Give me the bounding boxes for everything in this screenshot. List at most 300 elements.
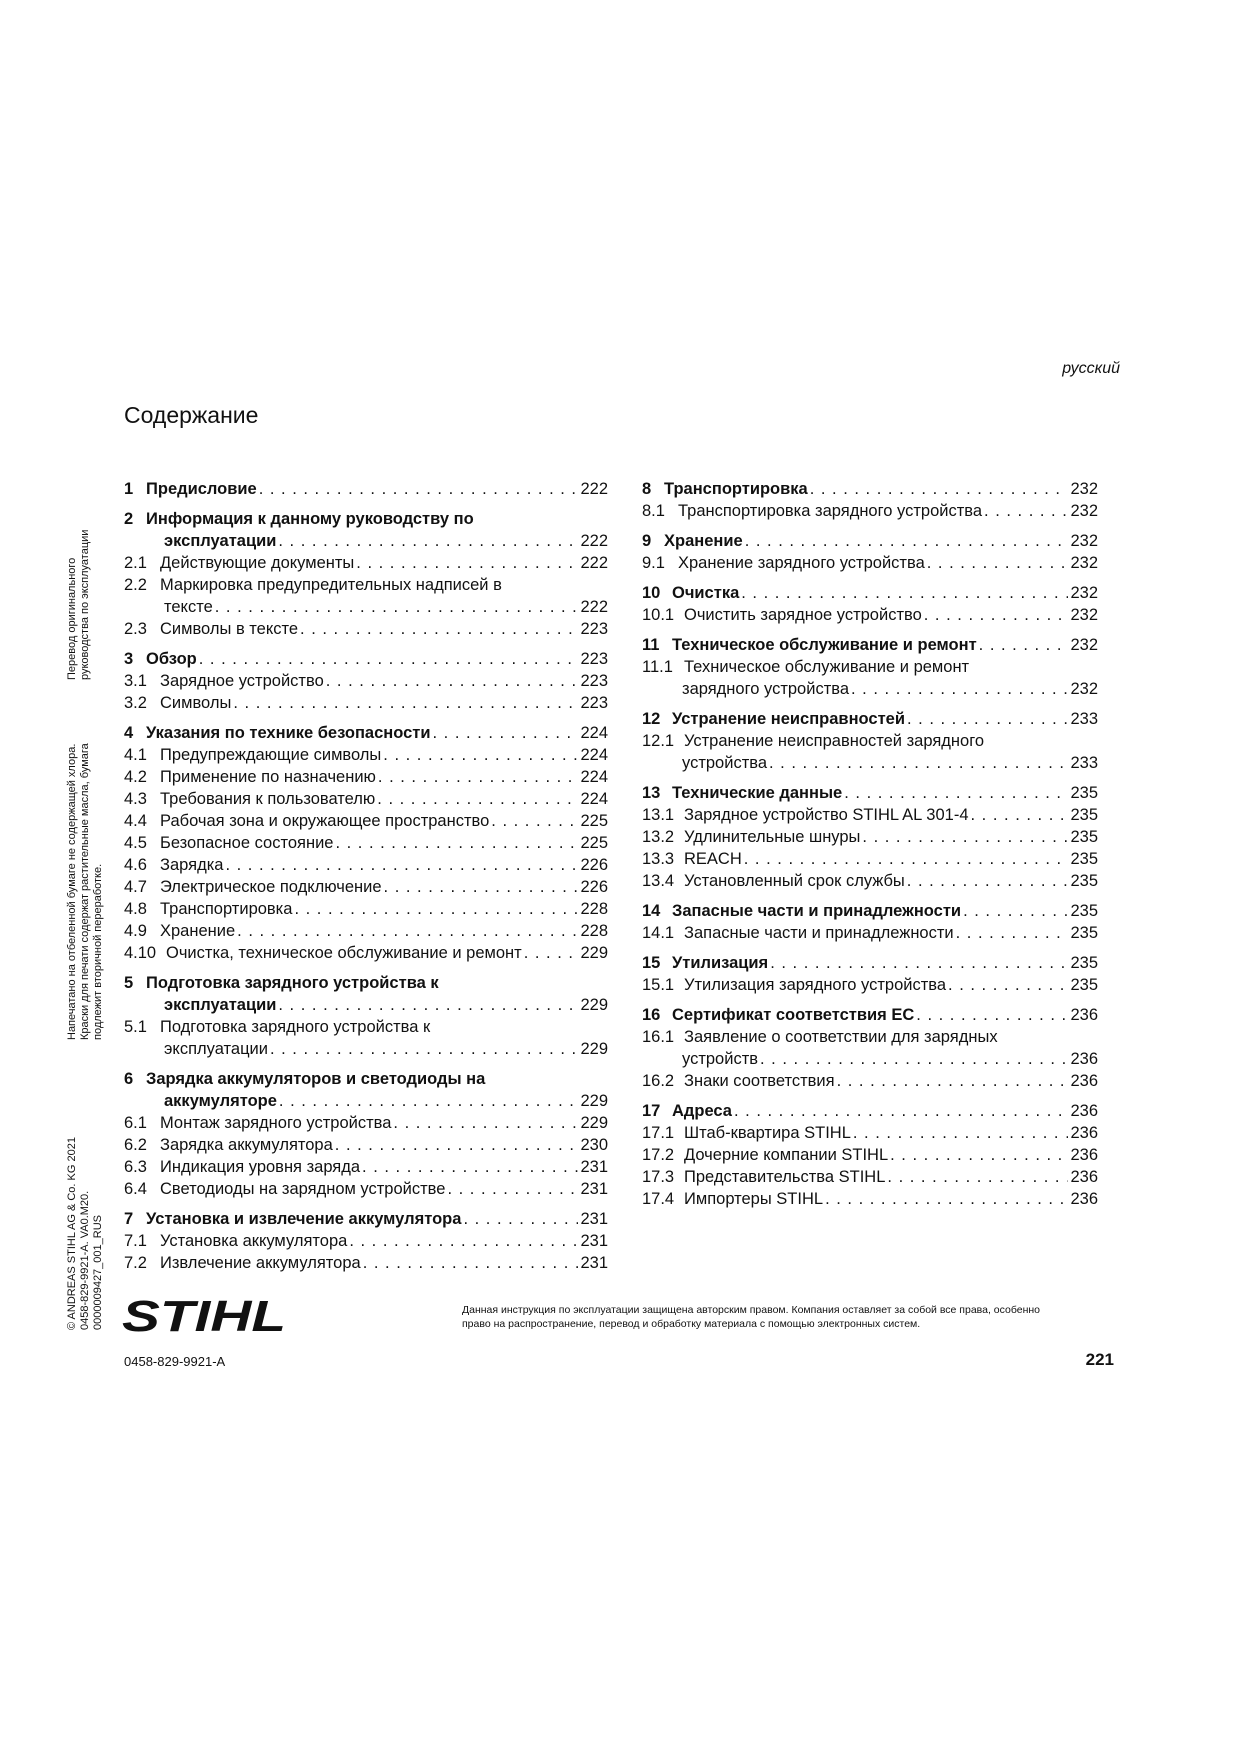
toc-number: 10 (642, 584, 661, 602)
toc-title: Указания по технике безопасности (146, 724, 431, 742)
toc-chapter-entry (642, 530, 1098, 552)
toc-title: Предупреждающие символы (160, 746, 382, 764)
toc-title-continued: зарядного устройства (682, 680, 850, 698)
copyright-notice (462, 1303, 1122, 1331)
toc-number: 7 (124, 1210, 134, 1228)
toc-number: 4.9 (124, 922, 147, 940)
toc-leader-dots (851, 678, 1068, 700)
toc-number: 16.1 (642, 1028, 675, 1046)
toc-leader-dots (237, 920, 578, 942)
toc-title: Зарядное устройство (160, 672, 324, 690)
toc-number: 16.2 (642, 1072, 675, 1090)
toc-leader-dots (963, 900, 1068, 922)
toc-title: Транспортировка (664, 480, 808, 498)
toc-section-entry (642, 1070, 1098, 1092)
toc-number: 4.5 (124, 834, 147, 852)
toc-title: Транспортировка зарядного устройства (678, 502, 983, 520)
toc-section-entry (124, 552, 608, 574)
side-note-line: подлежит вторичной переработке. (92, 863, 104, 1040)
toc-section-entry (124, 618, 608, 640)
toc-title: Очистка, техническое обслуживание и ремонт (166, 944, 522, 962)
toc-chapter-entry (642, 478, 1098, 500)
toc-title-continued: аккумуляторе (164, 1092, 277, 1110)
toc-number: 11 (642, 636, 660, 654)
toc-title: Знаки соответствия (684, 1072, 835, 1090)
toc-leader-dots (741, 582, 1068, 604)
toc-page: 235 (1070, 902, 1098, 920)
toc-number: 7.1 (124, 1232, 147, 1250)
toc-leader-dots (745, 530, 1069, 552)
toc-number: 3.2 (124, 694, 147, 712)
toc-chapter-entry (642, 952, 1098, 974)
toc-section-entry (124, 766, 608, 788)
toc-leader-dots (844, 782, 1068, 804)
toc-page: 232 (1070, 636, 1098, 654)
toc-page: 224 (580, 746, 608, 764)
toc-leader-dots (853, 1122, 1069, 1144)
toc-number: 2 (124, 510, 134, 528)
toc-page: 222 (580, 598, 608, 616)
toc-leader-dots (927, 552, 1069, 574)
toc-title-continued: эксплуатации (164, 532, 277, 550)
toc-page: 231 (580, 1180, 608, 1198)
toc-page: 236 (1070, 1146, 1098, 1164)
toc-leader-dots (810, 478, 1069, 500)
toc-section-entry (642, 1144, 1098, 1166)
toc-title: Запасные части и принадлежности (672, 902, 962, 920)
toc-section-entry (124, 744, 608, 766)
toc-leader-dots (887, 1166, 1068, 1188)
toc-section-entry (124, 1156, 608, 1178)
toc-section-entry (124, 1112, 608, 1134)
toc-page: 232 (1070, 532, 1098, 550)
toc-page: 222 (580, 480, 608, 498)
toc-section-entry (124, 942, 608, 964)
toc-title: Требования к пользователю (160, 790, 376, 808)
toc-page: 236 (1070, 1124, 1098, 1142)
toc-section-entry (124, 788, 608, 810)
toc-leader-dots (377, 788, 578, 810)
toc-chapter-entry (642, 782, 1098, 804)
toc-leader-dots (384, 876, 579, 898)
toc-leader-dots (383, 744, 578, 766)
toc-number: 14 (642, 902, 661, 920)
side-note-line: 0458-829-9921-A. VA0.M20. (79, 1190, 91, 1330)
toc-leader-dots (907, 870, 1069, 892)
toc-page: 229 (580, 1040, 608, 1058)
toc-title: Запасные части и принадлежности (684, 924, 954, 942)
toc-page: 235 (1070, 784, 1098, 802)
toc-page: 229 (580, 996, 608, 1014)
toc-leader-dots (769, 752, 1068, 774)
toc-page: 236 (1070, 1190, 1098, 1208)
toc-section-entry (642, 974, 1098, 996)
toc-page: 224 (580, 768, 608, 786)
toc-chapter-entry (124, 972, 608, 1016)
toc-title: Зарядка (160, 856, 224, 874)
toc-page: 232 (1070, 680, 1098, 698)
toc-number: 3 (124, 650, 134, 668)
toc-section-entry (642, 1188, 1098, 1210)
toc-page: 232 (1070, 480, 1098, 498)
toc-leader-dots (770, 952, 1068, 974)
toc-title: Зарядка аккумуляторов и светодиоды на (146, 1070, 486, 1088)
toc-number: 17.4 (642, 1190, 675, 1208)
toc-title: Индикация уровня заряда (160, 1158, 361, 1176)
toc-number: 17.3 (642, 1168, 675, 1186)
toc-right-column (642, 478, 1098, 1210)
toc-number: 4.3 (124, 790, 147, 808)
toc-title: REACH (684, 850, 742, 868)
toc-section-entry (642, 1026, 1098, 1070)
toc-leader-dots (259, 478, 579, 500)
toc-page: 225 (580, 812, 608, 830)
toc-number: 10.1 (642, 606, 675, 624)
toc-title: Устранение неисправностей зарядного (684, 732, 985, 750)
toc-leader-dots (349, 1230, 578, 1252)
toc-page: 236 (1070, 1168, 1098, 1186)
toc-number: 16 (642, 1006, 661, 1024)
toc-page: 231 (580, 1210, 608, 1228)
toc-number: 3.1 (124, 672, 147, 690)
toc-section-entry (124, 670, 608, 692)
toc-leader-dots (971, 804, 1069, 826)
toc-chapter-entry (642, 582, 1098, 604)
toc-page: 236 (1070, 1102, 1098, 1120)
toc-number: 2.1 (124, 554, 147, 572)
toc-title: Зарядка аккумулятора (160, 1136, 333, 1154)
toc-section-entry (124, 1230, 608, 1252)
toc-page: 229 (580, 1092, 608, 1110)
toc-title: Сертификат соответствия ЕС (672, 1006, 915, 1024)
toc-number: 4 (124, 724, 134, 742)
toc-chapter-entry (642, 634, 1098, 656)
toc-page: 235 (1070, 828, 1098, 846)
toc-title: Маркировка предупредительных надписей в (160, 576, 502, 594)
toc-leader-dots (199, 648, 579, 670)
toc-title: Извлечение аккумулятора (160, 1254, 361, 1272)
side-note-line: руководства по эксплуатации (79, 529, 91, 680)
toc-leader-dots (278, 994, 578, 1016)
toc-leader-dots (744, 848, 1069, 870)
toc-title: Представительства STIHL (684, 1168, 886, 1186)
toc-section-entry (124, 876, 608, 898)
toc-chapter-entry (124, 508, 608, 552)
toc-section-entry (124, 832, 608, 854)
stihl-logo (120, 1295, 290, 1337)
toc-page: 226 (580, 856, 608, 874)
toc-page: 235 (1070, 976, 1098, 994)
toc-chapter-entry (124, 648, 608, 670)
toc-leader-dots (916, 1004, 1068, 1026)
toc-page: 223 (580, 672, 608, 690)
language-label: русский (1062, 360, 1120, 377)
toc-page: 231 (580, 1232, 608, 1250)
toc-number: 12.1 (642, 732, 675, 750)
toc-leader-dots (363, 1252, 579, 1274)
toc-title: Безопасное состояние (160, 834, 334, 852)
toc-title: Информация к данному руководству по (146, 510, 474, 528)
toc-page: 229 (580, 944, 608, 962)
toc-section-entry (642, 730, 1098, 774)
toc-page: 224 (580, 724, 608, 742)
toc-title: Действующие документы (160, 554, 355, 572)
toc-page: 225 (580, 834, 608, 852)
toc-number: 13.4 (642, 872, 675, 890)
toc-page: 222 (580, 554, 608, 572)
toc-section-entry (642, 848, 1098, 870)
toc-title: Символы (160, 694, 232, 712)
toc-section-entry (124, 920, 608, 942)
toc-number: 17.1 (642, 1124, 675, 1142)
toc-leader-dots (225, 854, 578, 876)
toc-page: 236 (1070, 1006, 1098, 1024)
toc-number: 15.1 (642, 976, 675, 994)
toc-leader-dots (335, 832, 578, 854)
toc-page: 235 (1070, 872, 1098, 890)
toc-title: Технические данные (672, 784, 843, 802)
page-title: Содержание (124, 402, 259, 428)
toc-page: 231 (580, 1254, 608, 1272)
toc-title-continued: устройств (682, 1050, 759, 1068)
toc-page: 226 (580, 878, 608, 896)
toc-leader-dots (979, 634, 1069, 656)
toc-section-entry (124, 1178, 608, 1200)
toc-leader-dots (279, 1090, 579, 1112)
toc-title: Предисловие (146, 480, 257, 498)
toc-number: 6.2 (124, 1136, 147, 1154)
toc-leader-dots (956, 922, 1069, 944)
toc-section-entry (642, 826, 1098, 848)
toc-section-entry (642, 1166, 1098, 1188)
toc-number: 13.3 (642, 850, 675, 868)
toc-leader-dots (862, 826, 1068, 848)
toc-leader-dots (907, 708, 1068, 730)
toc-number: 6.1 (124, 1114, 147, 1132)
toc-leader-dots (890, 1144, 1068, 1166)
page-number: 221 (1085, 1350, 1114, 1369)
toc-page: 224 (580, 790, 608, 808)
toc-title: Применение по назначению (160, 768, 376, 786)
toc-chapter-entry (642, 1004, 1098, 1026)
toc-section-entry (124, 1134, 608, 1156)
toc-number: 4.4 (124, 812, 147, 830)
toc-leader-dots (326, 670, 579, 692)
toc-number: 13.1 (642, 806, 675, 824)
toc-number: 2.3 (124, 620, 147, 638)
side-note-print (66, 743, 105, 1040)
toc-leader-dots (837, 1070, 1069, 1092)
toc-page: 230 (580, 1136, 608, 1154)
toc-page: 222 (580, 532, 608, 550)
toc-page: 223 (580, 694, 608, 712)
toc-title: Монтаж зарядного устройства (160, 1114, 392, 1132)
toc-page: 228 (580, 900, 608, 918)
toc-leader-dots (948, 974, 1068, 996)
toc-section-entry (642, 1122, 1098, 1144)
toc-number: 4.1 (124, 746, 147, 764)
toc-number: 13 (642, 784, 661, 802)
toc-title: Обзор (146, 650, 197, 668)
toc-title: Заявление о соответствии для зарядных (684, 1028, 998, 1046)
toc-title: Устранение неисправностей (672, 710, 905, 728)
toc-leader-dots (447, 1178, 578, 1200)
toc-section-entry (124, 1016, 608, 1060)
toc-number: 9 (642, 532, 652, 550)
toc-page: 233 (1070, 754, 1098, 772)
toc-leader-dots (278, 530, 578, 552)
toc-page: 232 (1070, 502, 1098, 520)
toc-section-entry (124, 810, 608, 832)
document-number: 0458-829-9921-A (124, 1354, 226, 1369)
copyright-line: Данная инструкция по эксплуатации защищена авторским правом. Компания оставляет за собой все права, особенно (462, 1304, 1041, 1316)
toc-chapter-entry (124, 1068, 608, 1112)
toc-chapter-entry (642, 708, 1098, 730)
toc-leader-dots (734, 1100, 1068, 1122)
toc-number: 9.1 (642, 554, 665, 572)
toc-title: Хранение (664, 532, 743, 550)
toc-leader-dots (335, 1134, 579, 1156)
toc-section-entry (642, 552, 1098, 574)
toc-number: 5 (124, 974, 134, 992)
toc-leader-dots (825, 1188, 1068, 1210)
toc-title: Рабочая зона и окружающее пространство (160, 812, 490, 830)
toc-title: Подготовка зарядного устройства к (146, 974, 439, 992)
side-note-line: Перевод оригинального (66, 557, 78, 680)
toc-number: 1 (124, 480, 134, 498)
toc-page: 232 (1070, 584, 1098, 602)
stihl-logo-text: STIHL (122, 1295, 286, 1337)
side-note-line: © ANDREAS STIHL AG & Co. KG 2021 (66, 1137, 78, 1330)
toc-number: 13.2 (642, 828, 675, 846)
toc-chapter-entry (124, 722, 608, 744)
toc-title: Очистка (672, 584, 740, 602)
toc-title: Хранение (160, 922, 236, 940)
toc-title-continued: устройства (682, 754, 768, 772)
toc-leader-dots (433, 722, 579, 744)
toc-title: Транспортировка (160, 900, 293, 918)
toc-section-entry (642, 870, 1098, 892)
toc-left-column (124, 478, 608, 1274)
toc-section-entry (642, 500, 1098, 522)
toc-title: Электрическое подключение (160, 878, 382, 896)
toc-number: 17.2 (642, 1146, 675, 1164)
toc-number: 4.7 (124, 878, 147, 896)
toc-number: 6 (124, 1070, 134, 1088)
toc-leader-dots (984, 500, 1068, 522)
side-note-copyright (66, 1137, 105, 1330)
toc-page: 233 (1070, 710, 1098, 728)
toc-title: Техническое обслуживание и ремонт (684, 658, 970, 676)
toc-title: Адреса (672, 1102, 732, 1120)
toc-number: 12 (642, 710, 661, 728)
toc-title: Зарядное устройство STIHL AL 301-4 (684, 806, 969, 824)
toc-page: 236 (1070, 1050, 1098, 1068)
toc-title: Импортеры STIHL (684, 1190, 824, 1208)
toc-chapter-entry (124, 1208, 608, 1230)
toc-leader-dots (491, 810, 578, 832)
toc-number: 8 (642, 480, 652, 498)
toc-page: 232 (1070, 554, 1098, 572)
toc-title: Дочерние компании STIHL (684, 1146, 889, 1164)
toc-title: Техническое обслуживание и ремонт (672, 636, 977, 654)
toc-leader-dots (233, 692, 578, 714)
side-note-line: Краски для печати содержат растительные масла, бумага (79, 743, 91, 1040)
toc-title-continued: тексте (164, 598, 213, 616)
toc-title: Установленный срок службы (684, 872, 905, 890)
toc-leader-dots (300, 618, 578, 640)
toc-number: 4.6 (124, 856, 147, 874)
toc-page: 232 (1070, 606, 1098, 624)
toc-leader-dots (270, 1038, 579, 1060)
toc-leader-dots (760, 1048, 1068, 1070)
side-note-line: Напечатано на отбеленной бумаге не содержащей хлора. (66, 743, 78, 1040)
toc-section-entry (642, 922, 1098, 944)
toc-title-continued: эксплуатации (164, 996, 277, 1014)
toc-title-continued: эксплуатации (164, 1040, 268, 1058)
toc-title: Удлинительные шнуры (684, 828, 861, 846)
toc-number: 8.1 (642, 502, 665, 520)
toc-title: Светодиоды на зарядном устройстве (160, 1180, 446, 1198)
toc-leader-dots (215, 596, 579, 618)
toc-number: 14.1 (642, 924, 675, 942)
toc-title: Очистить зарядное устройство (684, 606, 922, 624)
toc-page: 236 (1070, 1072, 1098, 1090)
toc-title: Штаб-квартира STIHL (684, 1124, 851, 1142)
toc-leader-dots (393, 1112, 578, 1134)
toc-title: Подготовка зарядного устройства к (160, 1018, 431, 1036)
toc-section-entry (642, 656, 1098, 700)
toc-number: 4.10 (124, 944, 157, 962)
toc-page: 223 (580, 650, 608, 668)
side-note-line: 0000009427_001_RUS (92, 1215, 104, 1330)
toc-page: 235 (1070, 850, 1098, 868)
toc-title: Символы в тексте (160, 620, 299, 638)
toc-page: 235 (1070, 954, 1098, 972)
toc-page: 235 (1070, 924, 1098, 942)
toc-title: Установка аккумулятора (160, 1232, 348, 1250)
toc-number: 4.8 (124, 900, 147, 918)
toc-section-entry (642, 604, 1098, 626)
toc-number: 2.2 (124, 576, 147, 594)
toc-number: 15 (642, 954, 661, 972)
toc-chapter-entry (642, 900, 1098, 922)
toc-leader-dots (356, 552, 578, 574)
toc-leader-dots (463, 1208, 578, 1230)
toc-page: 223 (580, 620, 608, 638)
toc-leader-dots (524, 942, 579, 964)
toc-chapter-entry (642, 1100, 1098, 1122)
toc-page: 229 (580, 1114, 608, 1132)
toc-number: 4.2 (124, 768, 147, 786)
toc-title: Установка и извлечение аккумулятора (146, 1210, 462, 1228)
toc-number: 11.1 (642, 658, 673, 676)
toc-leader-dots (924, 604, 1069, 626)
toc-leader-dots (378, 766, 579, 788)
toc-leader-dots (294, 898, 578, 920)
toc-section-entry (124, 574, 608, 618)
toc-page: 231 (580, 1158, 608, 1176)
toc-number: 5.1 (124, 1018, 147, 1036)
toc-section-entry (642, 804, 1098, 826)
toc-section-entry (124, 898, 608, 920)
toc-title: Хранение зарядного устройства (678, 554, 925, 572)
toc-title: Утилизация (672, 954, 769, 972)
toc-number: 17 (642, 1102, 661, 1120)
toc-title: Утилизация зарядного устройства (684, 976, 947, 994)
side-note-translation (66, 530, 92, 680)
toc-leader-dots (362, 1156, 578, 1178)
